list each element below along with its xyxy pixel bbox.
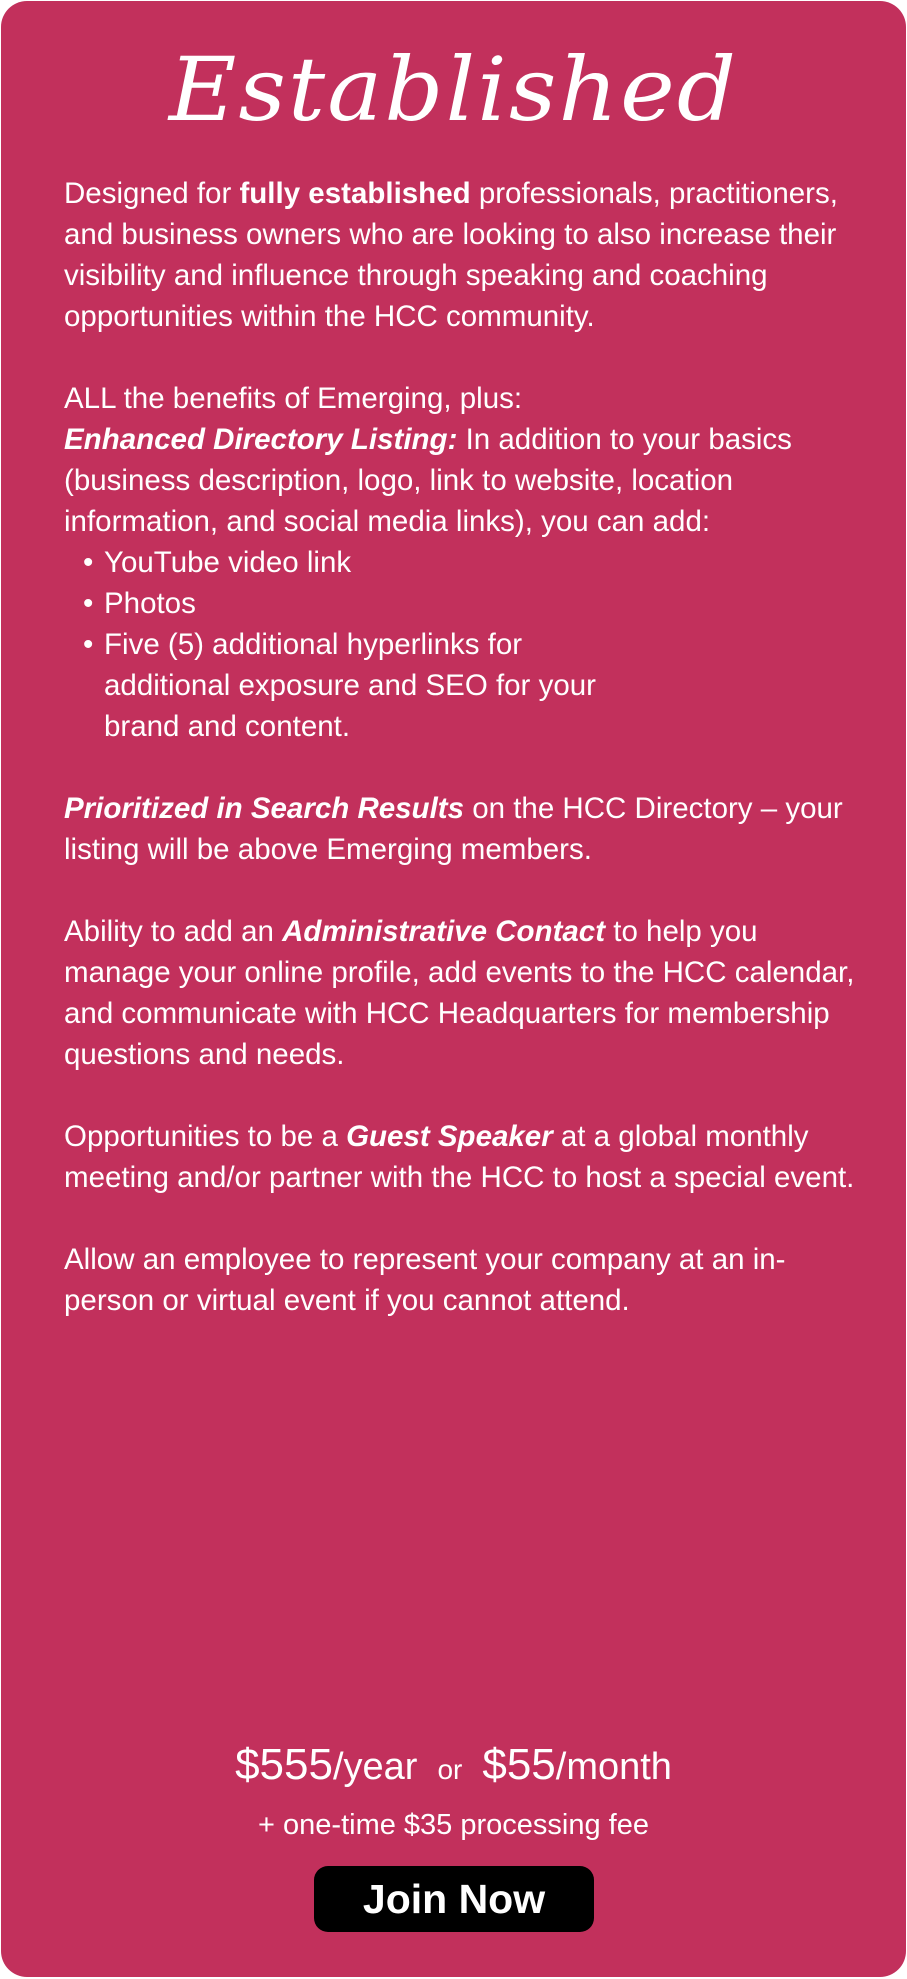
guest-speaker-paragraph — [64, 1116, 864, 1198]
speaker-text: Opportunities to be a — [64, 1120, 347, 1153]
benefits-lead: ALL the benefits of Emerging, plus: — [64, 382, 523, 415]
monthly-unit: /month — [555, 1746, 672, 1788]
monthly-price: $55 — [482, 1740, 556, 1789]
bullet-icon: • — [83, 587, 94, 620]
enhanced-listing-paragraph — [64, 419, 864, 542]
list-item — [64, 583, 644, 624]
enhanced-listing-heading: Enhanced Directory Listing: — [64, 423, 458, 456]
price-or: or — [437, 1754, 463, 1785]
price-line — [1, 1735, 906, 1805]
prioritized-paragraph — [64, 788, 864, 870]
membership-card-established — [1, 1, 906, 1977]
guest-speaker-heading: Guest Speaker — [346, 1120, 553, 1153]
bullet-icon: • — [83, 546, 94, 579]
processing-fee: + one-time $35 processing fee — [258, 1809, 649, 1841]
admin-text: Ability to add an — [64, 915, 283, 948]
bullet-text: Five (5) additional hyperlinks for additional exposure and SEO for your brand and content. — [104, 628, 596, 743]
plan-title: Established — [168, 38, 739, 141]
intro-text: Designed for — [64, 177, 240, 210]
intro-paragraph — [64, 173, 864, 337]
speaker-text-rest: at a global monthly meeting and/or partner with the HCC to host a special event. — [64, 1120, 855, 1194]
bullet-text: YouTube video link — [104, 546, 352, 579]
enhanced-listing-bullets — [64, 542, 864, 747]
prioritized-heading: Prioritized in Search Results — [64, 792, 465, 825]
yearly-price: $555 — [235, 1740, 333, 1789]
plan-description — [64, 173, 864, 1321]
bullet-icon: • — [83, 628, 94, 661]
admin-text-rest: to help you manage your online profile, add events to the HCC calendar, and communicate with HCC Headquarters for membership questions and needs. — [64, 915, 855, 1071]
join-now-button[interactable]: Join Now — [314, 1866, 594, 1932]
list-item — [64, 624, 644, 747]
prioritized-text: on the HCC Directory – your listing will be above Emerging members. — [64, 792, 843, 866]
admin-contact-paragraph — [64, 911, 864, 1075]
admin-contact-heading: Administrative Contact — [282, 915, 606, 948]
enhanced-listing-text: In addition to your basics (business description, logo, link to website, location information, and social media links), you can add: — [64, 423, 792, 538]
bullet-text: Photos — [104, 587, 196, 620]
intro-bold-text: fully established — [239, 177, 471, 210]
intro-text-rest: professionals, practitioners, and business owners who are looking to also increase their visibility and influence through speaking and coaching opportunities within the HCC community. — [64, 177, 838, 333]
yearly-unit: /year — [332, 1746, 418, 1788]
employee-paragraph: Allow an employee to represent your company at an in-person or virtual event if you cannot attend. — [64, 1243, 786, 1317]
list-item — [64, 542, 644, 583]
